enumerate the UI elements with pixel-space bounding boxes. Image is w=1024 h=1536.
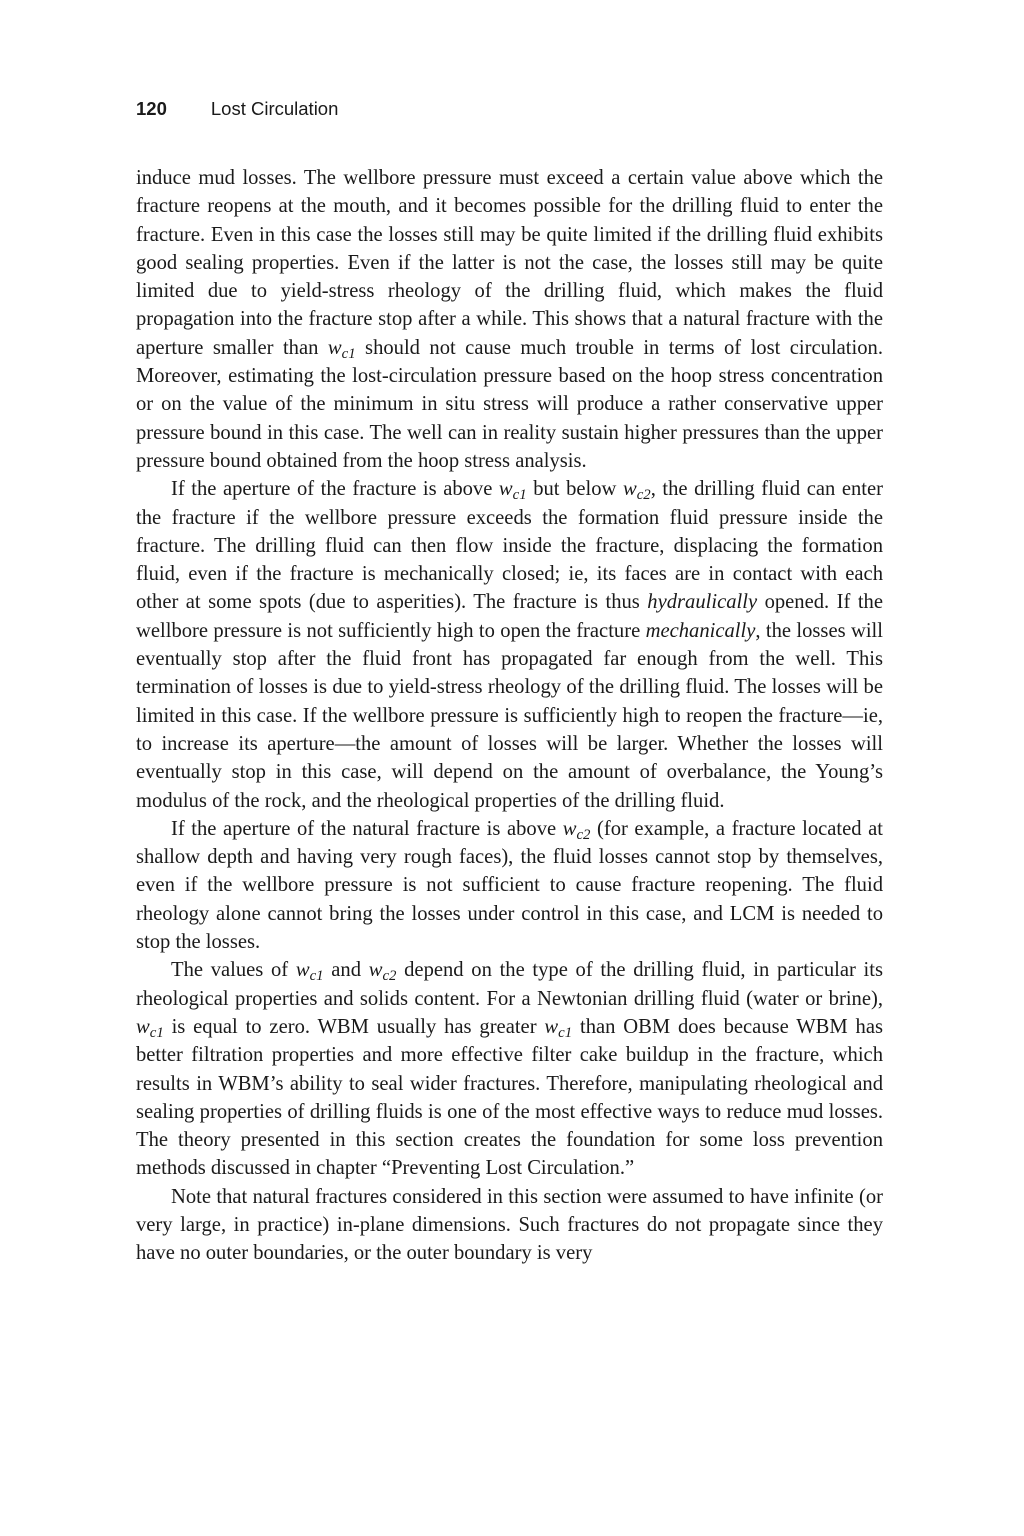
paragraph-5 (136, 1183, 883, 1268)
text-run: If the aperture of the fracture is above (171, 478, 499, 501)
symbol-wc1: $w_{c1}$ (327, 336, 356, 362)
symbol-wc1: $w_{c1}$ (544, 1015, 573, 1042)
text-run: opened. If the wellbore pressure is not sufficiently high to open the fracture (136, 591, 883, 642)
text-run: but below (526, 478, 623, 501)
paragraph-1 (136, 164, 883, 475)
symbol-wc2: $w_{c2}$ (562, 817, 591, 843)
page-number: 120 (136, 98, 167, 119)
text-run: depend on the type of the drilling fluid, in particular its rheological properties and solids content. For a Newtonian drilling fluid (water or brine), (136, 959, 884, 1010)
text-run: and (323, 959, 369, 982)
text-run: , the drilling fluid can enter the fracture if the wellbore pressure exceeds the formation fluid pressure inside the fracture. The drilling fluid can then flow inside the fracture, displacing the formation fluid, even if the fracture is mechanically closed; ie, its faces are in contact with each other at some spots (due to asperities). The fracture is thus (136, 478, 883, 614)
text-run: than OBM does because WBM has better filtration properties and more effective filter cake buildup in the fracture, which results in WBM’s ability to seal wider fractures. Therefore, manipulating rheological and sealing properties of drilling fluids is one of the most effective ways to reduce mud losses. The theory presented in this section creates the foundation for some loss prevention methods discussed in chapter “Preventing Lost Circulation.” (136, 1015, 883, 1180)
paragraph-4 (136, 956, 883, 1182)
running-head (136, 98, 338, 120)
text-run: If the aperture of the natural fracture is above (171, 817, 563, 840)
symbol-wc1: $w_{c1}$ (136, 1015, 164, 1042)
chapter-title: Lost Circulation (210, 98, 339, 119)
text-run: induce mud losses. The wellbore pressure must exceed a certain value above which the fracture reopens at the mouth, and it becomes possible for the drilling fluid to enter the fracture. Even in this case the losses still may be quite limited if the drilling fluid exhibits good sealing properties. Even if the latter is not the case, the losses still may be quite limited due to yield-stress rheology of the drilling fluid, which makes the fluid propagation into the fracture stop after a while. This shows that a natural fracture with the aperture smaller than (136, 167, 883, 359)
emphasis-hydraulically: hydraulically (647, 591, 758, 614)
symbol-wc2: $w_{c2}$ (368, 959, 397, 985)
body-text (136, 164, 883, 1268)
symbol-wc2: $w_{c2}$ (622, 478, 651, 504)
text-run: (for example, a fracture located at shallow depth and having very rough faces), the fluid losses cannot stop by themselves, even if the wellbore pressure is not sufficient to cause fracture reopening. The fluid rheology alone cannot bring the losses under control in this case, and LCM is needed to stop the losses. (136, 817, 884, 954)
text-run: should not cause much trouble in terms of lost circulation. Moreover, estimating the lost-circulation pressure based on the hoop stress concentration or on the value of the minimum in situ stress will produce a rather conservative upper pressure bound in this case. The well can in reality sustain higher pressures than the upper pressure bound obtained from the hoop stress analysis. (136, 336, 883, 472)
paragraph-2 (136, 475, 883, 815)
symbol-wc1: $w_{c1}$ (498, 478, 527, 504)
emphasis-mechanically: mechanically (645, 619, 756, 642)
paragraph-3 (136, 815, 883, 956)
text-run: The values of (171, 959, 296, 982)
text-run: , the losses will eventually stop after the fluid front has propagated far enough from the well. This termination of losses is due to yield-stress rheology of the drilling fluid. The losses will be limited in this case. If the wellbore pressure is sufficiently high to reopen the fracture—ie, to increase its aperture—the amount of losses will be larger. Whether the losses will eventually stop in this case, will depend on the amount of overbalance, the Young’s modulus of the rock, and the rheological properties of the drilling fluid. (136, 619, 884, 812)
symbol-wc1: $w_{c1}$ (295, 959, 324, 985)
text-run: is equal to zero. WBM usually has greater (163, 1015, 545, 1038)
text-run: Note that natural fractures considered in this section were assumed to have infinite (or very large, in practice) in-plane dimensions. Such fractures do not propagate since they have no outer boundaries, or the outer boundary is very (136, 1185, 883, 1265)
